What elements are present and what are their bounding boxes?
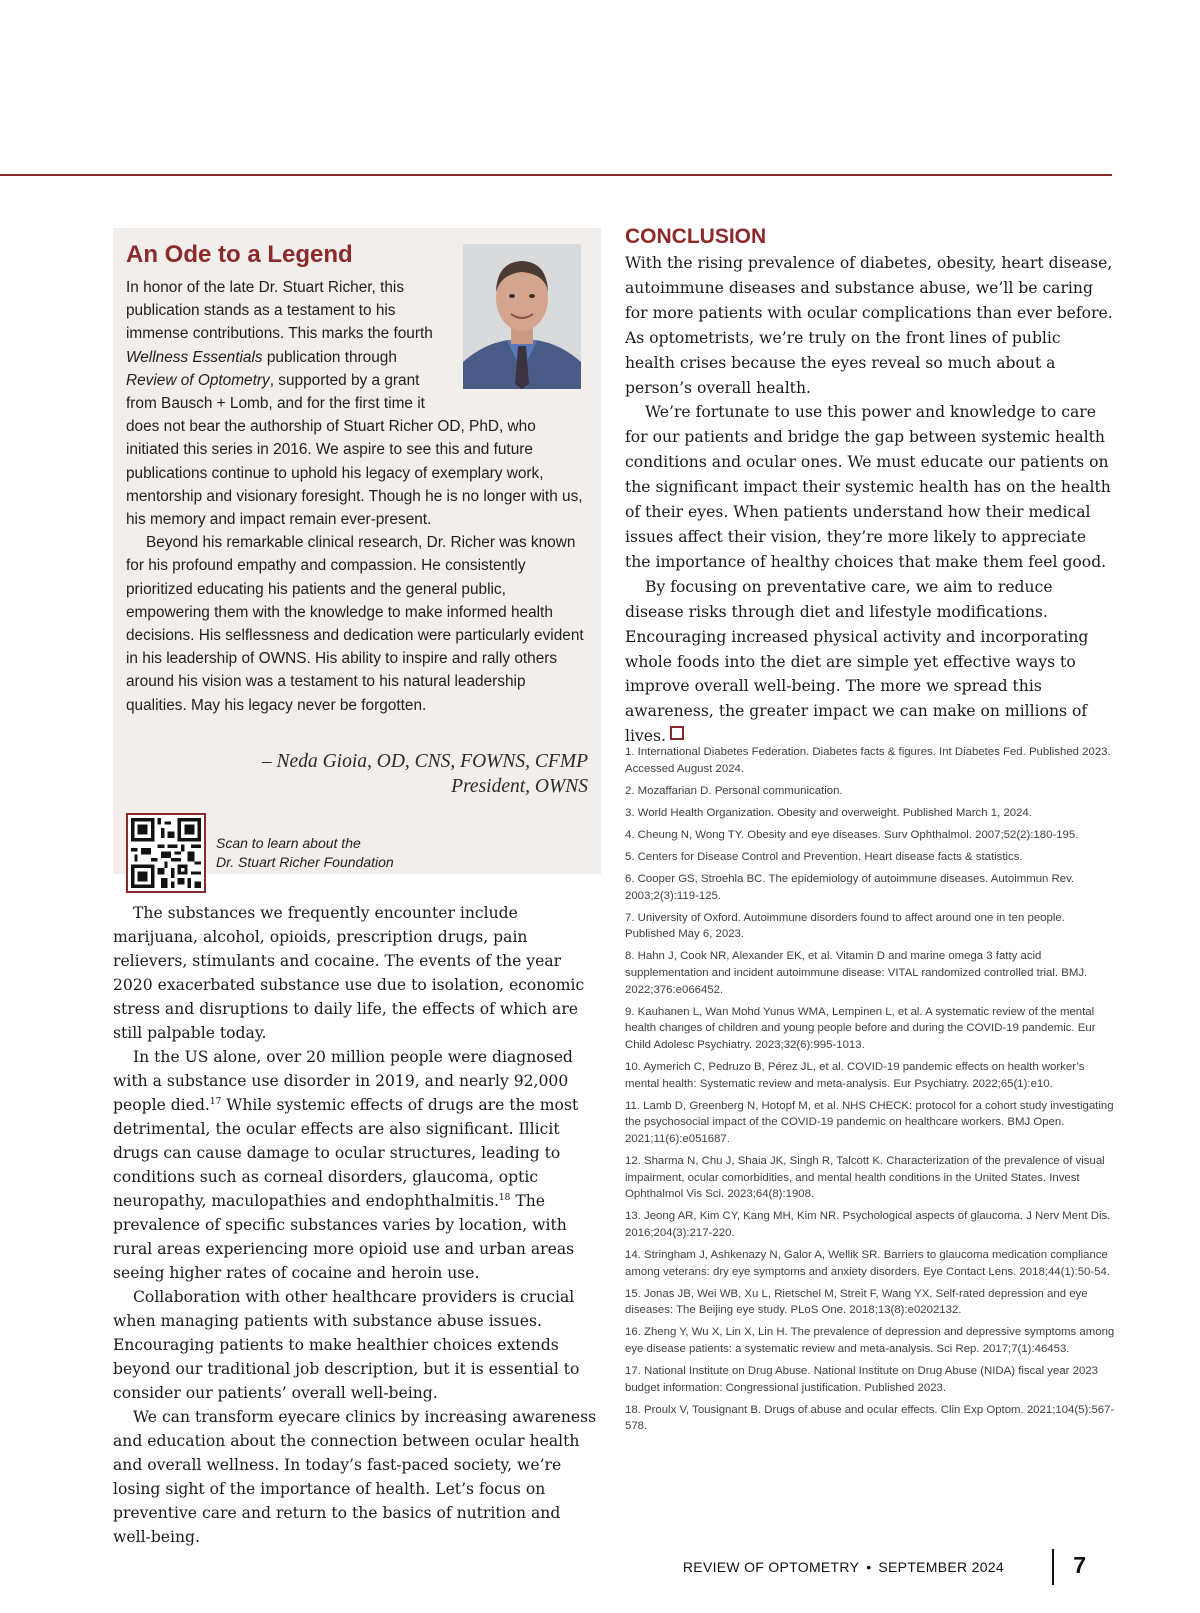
reference-item: 10. Aymerich C, Pedruzo B, Pérez JL, et al. COVID-19 pandemic effects on health worker’s mental health: Systematic review and meta-analysis. Eur Psychiatry. 2022;65(1):e10. — [625, 1061, 1085, 1090]
references-list — [625, 744, 1115, 1440]
reference-item: 5. Centers for Disease Control and Prevention. Heart disease facts & statistics. — [625, 850, 1023, 863]
qr-caption-line: Dr. Stuart Richer Foundation — [216, 853, 394, 870]
citation-superscript: 17 — [209, 1096, 222, 1107]
tribute-sidebar — [113, 228, 601, 874]
left-body-column — [113, 901, 601, 1549]
reference-item: 17. National Institute on Drug Abuse. National Institute on Drug Abuse (NIDA) fiscal year 2023 budget information: Congressional justification. Published 2023. — [625, 1365, 1098, 1394]
sidebar-paragraph-1: In honor of the late Dr. Stuart Richer, this publication stands as a testament to his immense contributions. This marks the fourth Wellness Essentials publication through Review of Optometry, supported by a grant from Bausch + Lomb, and for the first time it does not bear the authorship of Stuart Richer OD, PhD, who initiated this series in 2016. We aspire to see this and future publications continue to uphold his legacy of exemplary work, mentorship and visionary foresight. Though he is no longer with us, his memory and impact remain ever-present. — [126, 279, 583, 529]
reference-item: 6. Cooper GS, Stroehla BC. The epidemiology of autoimmune diseases. Autoimmun Rev. 2003;2(3):119-125. — [625, 873, 1075, 902]
issue-date: SEPTEMBER 2024 — [878, 1559, 1004, 1575]
reference-item: 13. Jeong AR, Kim CY, Kang MH, Kim NR. Psychological aspects of glaucoma. J Nerv Ment Dis. 2016;204(3):217-220. — [625, 1210, 1111, 1239]
qr-code[interactable] — [126, 813, 206, 893]
body-paragraph: The substances we frequently encounter include marijuana, alcohol, opioids, prescription drugs, pain relievers, stimulants and cocaine. The events of the year 2020 exacerbated substance use due to isolation, economic stress and disruptions to daily life, the effects of which are still palpable today. — [113, 904, 585, 1042]
body-paragraph: We can transform eyecare clinics by increasing awareness and education about the connection between ocular health and overall wellness. In today’s fast-paced society, we’re losing sight of the importance of health. Let’s focus on preventive care and return to the basics of nutrition and well-being. — [113, 1408, 597, 1546]
sidebar-paragraph-2: Beyond his remarkable clinical research, Dr. Richer was known for his profound empathy and compassion. He consistently prioritized educating his patients and the general public, empowering them with the knowledge to make informed health decisions. His selflessness and dedication were particularly evident in his leadership of OWNS. His ability to inspire and rally others around his vision was a testament to his natural leadership qualities. May his legacy never be forgotten. — [126, 534, 584, 714]
body-paragraph: In the US alone, over 20 million people were diagnosed with a substance use disorder in 2019, and nearly 92,000 people died.$^{17}$ While systemic effects of drugs are the most detrimental, the ocular effects are also significant. Illicit drugs can cause damage to ocular structures, leading to conditions such as corneal disorders, glaucoma, optic neuropathy, maculopathies and endophthalmitis.$^{18}$ The prevalence of specific substances varies by location, with rural areas experiencing more opioid use and urban areas seeing higher rates of cocaine and heroin use. — [113, 1048, 579, 1282]
reference-item: 8. Hahn J, Cook NR, Alexander EK, et al. Vitamin D and marine omega 3 fatty acid supplementation and incident autoimmune disease: VITAL randomized controlled trial. BMJ. 2022;376:e066452. — [625, 950, 1088, 996]
reference-item: 2. Mozaffarian D. Personal communication. — [625, 784, 843, 797]
signature-name: – Neda Gioia, OD, CNS, FOWNS, CFMP — [261, 750, 588, 772]
reference-item: 14. Stringham J, Ashkenazy N, Galor A, Wellik SR. Barriers to glaucoma medication compliance among veterans: dry eye symptoms and anxiety disorders. Eye Contact Lens. 2018;44(1):50-54. — [625, 1248, 1110, 1278]
conclusion-paragraph: We’re fortunate to use this power and knowledge to care for our patients and bridge the gap between systemic health conditions and ocular ones. We must educate our patients on the significant impact their systemic health has on the health of their eyes. When patients understand how their medical issues affect their vision, they’re more likely to appreciate the importance of healthy choices that make them feel good. — [625, 403, 1111, 571]
qr-block — [126, 813, 588, 893]
sidebar-title: An Ode to a Legend — [126, 241, 353, 268]
body-paragraph: Collaboration with other healthcare providers is crucial when managing patients with substance abuse issues. Encouraging patients to make healthier choices extends beyond our traditional job description, but it is essential to consider our patients’ overall well-being. — [113, 1288, 580, 1402]
reference-item: 18. Proulx V, Tousignant B. Drugs of abuse and ocular effects. Clin Exp Optom. 2021;104(5):567-578. — [625, 1403, 1115, 1433]
reference-item: 4. Cheung N, Wong TY. Obesity and eye diseases. Surv Ophthalmol. 2007;52(2):180-195. — [625, 828, 1079, 841]
footer-divider — [1052, 1549, 1054, 1585]
conclusion-heading: CONCLUSION — [625, 225, 767, 248]
reference-item: 16. Zheng Y, Wu X, Lin X, Lin H. The prevalence of depression and depressive symptoms among eye disease patients: a systematic review and meta-analysis. Sci Rep. 2017;7(1):46453. — [625, 1326, 1115, 1355]
footer-separator: • — [866, 1559, 872, 1575]
page-footer — [682, 1549, 1092, 1589]
page-number: 7 — [1073, 1552, 1086, 1578]
reference-item: 12. Sharma N, Chu J, Shaia JK, Singh R, Talcott K. Characterization of the prevalence of visual impairment, ocular comorbidities, and mental health conditions in the United States. Invest Ophthalmol Vis Sci. 2023;64(8):1908. — [625, 1154, 1105, 1201]
reference-item: 15. Jonas JB, Wei WB, Xu L, Rietschel M, Streit F, Wang YX. Self-rated depression and eye diseases: The Beijing eye study. PLoS One. 2018;13(8):e0202132. — [625, 1287, 1088, 1317]
portrait-photo — [463, 244, 581, 389]
reference-item: 11. Lamb D, Greenberg N, Hotopf M, et al. NHS CHECK: protocol for a cohort study investigating the psychosocial impact of the COVID-19 pandemic on healthcare workers. BMJ Open. 2021;11(6):e051687. — [625, 1099, 1114, 1145]
publication-name: REVIEW OF OPTOMETRY — [682, 1559, 860, 1575]
conclusion-paragraph: By focusing on preventative care, we aim to reduce disease risks through diet and lifestyle modifications. Encouraging increased physical activity and incorporating whole foods into the diet are simple yet effective ways to improve overall well-being. The more we spread this awareness, the greater impact we can make on millions of lives. — [625, 577, 1089, 746]
qr-caption — [216, 834, 394, 872]
footer-publication-line — [683, 1559, 1004, 1575]
conclusion-paragraph: With the rising prevalence of diabetes, obesity, heart disease, autoimmune diseases and substance abuse, we’ll be caring for more patients with ocular complications than ever before. As optometrists, we’re truly on the front lines of public health crises because the eyes reveal so much about a person’s overall health. — [625, 254, 1113, 397]
conclusion-column — [625, 251, 1115, 749]
reference-item: 3. World Health Organization. Obesity and overweight. Published March 1, 2024. — [625, 806, 1032, 819]
citation-superscript: 18 — [498, 1192, 511, 1203]
reference-item: 7. University of Oxford. Autoimmune disorders found to affect around one in ten people. Published May 6, 2023. — [625, 911, 1065, 941]
signature — [126, 749, 588, 799]
qr-caption-line: Scan to learn about the — [216, 834, 361, 851]
reference-item: 1. International Diabetes Federation. Diabetes facts & figures. Int Diabetes Fed. Published 2023. Accessed August 2024. — [625, 746, 1111, 775]
signature-title: President, OWNS — [451, 775, 588, 797]
end-mark-icon — [670, 726, 684, 740]
header-rule — [0, 174, 1112, 176]
reference-item: 9. Kauhanen L, Wan Mohd Yunus WMA, Lempinen L, et al. A systematic review of the mental health changes of children and young people before and during the COVID-19 pandemic. Eur Child Adolesc Psychiatry. 2023;32(6):995-1013. — [625, 1005, 1096, 1051]
